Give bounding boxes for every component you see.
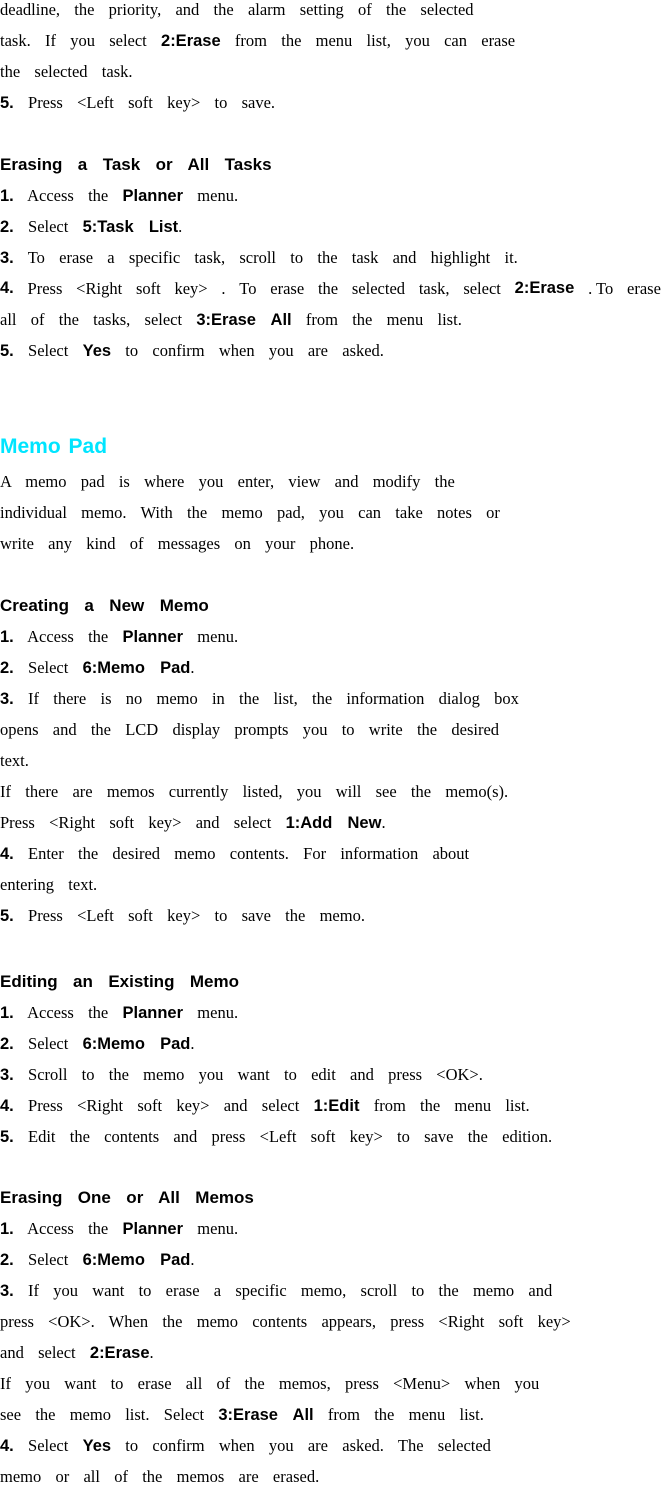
text-line [0, 1399, 661, 1430]
text-run: To [239, 279, 257, 298]
text-line [0, 1430, 661, 1461]
bold-term: Planner [122, 628, 184, 646]
text-run: memo or all of the memos are erased. [0, 1467, 320, 1486]
bold-term: 5:Task List [82, 218, 179, 236]
text-run: the [317, 279, 339, 298]
text-run: and select [0, 1343, 90, 1362]
text-line [0, 466, 661, 497]
text-run: Access the [13, 627, 123, 646]
text-run: . To [588, 279, 614, 298]
section-title: Memo Pad [0, 435, 108, 458]
text-line [0, 211, 661, 242]
text-line [0, 180, 661, 211]
text-run: to confirm when you are asked. [111, 341, 384, 360]
text-line [0, 497, 661, 528]
text-run: from the menu list. [291, 310, 462, 329]
text-line [0, 304, 661, 335]
text-run: If you want to erase all of the memos, press <Menu> when you [0, 1374, 540, 1393]
text-run: If there are memos currently listed, you will see the memo(s). [0, 782, 509, 801]
text-line [0, 1121, 661, 1152]
text-line [0, 1337, 661, 1368]
bold-term: 1. [0, 1220, 14, 1238]
bold-term: 1. [0, 1004, 14, 1022]
text-line [0, 869, 661, 900]
text-run: Erasing One or All Memos [0, 1188, 254, 1207]
bold-term: 5. [0, 342, 14, 360]
subsection-heading [0, 1182, 661, 1213]
text-run: Edit the contents and press <Left soft key> to save the edition. [13, 1127, 553, 1146]
text-line [0, 1461, 661, 1492]
text-run: select [463, 279, 501, 298]
text-run: Erasing a Task or All Tasks [0, 155, 272, 174]
text-run: Scroll to the memo you want to edit and press <OK>. [13, 1065, 483, 1084]
text-line [0, 776, 661, 807]
text-run: . [381, 813, 386, 832]
text-line [0, 714, 661, 745]
text-line [0, 56, 661, 87]
bold-term: 3. [0, 249, 14, 267]
bold-term: 2. [0, 218, 14, 236]
text-line [0, 1213, 661, 1244]
text-run: task. If you select [0, 31, 162, 50]
bold-term: 5. [0, 94, 14, 112]
text-run: from the menu list. [359, 1096, 530, 1115]
text-line [0, 0, 661, 25]
bold-term: 2:Erase [161, 32, 221, 50]
subsection-heading [0, 149, 661, 180]
bold-term: 3. [0, 1282, 14, 1300]
text-run: Select [13, 1250, 83, 1269]
bold-term: 2:Erase [514, 279, 575, 297]
text-run: all of the tasks, select [0, 310, 197, 329]
text-run: <Right [76, 279, 123, 298]
text-run: . [149, 1343, 154, 1362]
bold-term: Planner [122, 1004, 184, 1022]
text-line [0, 1059, 661, 1090]
bold-term: 4. [0, 1097, 14, 1115]
bold-term: 3:Erase All [218, 1406, 314, 1424]
bold-term: 2:Erase [89, 1344, 150, 1362]
bold-term: 1. [0, 187, 14, 205]
bold-term: 5. [0, 1128, 14, 1146]
text-line [0, 997, 661, 1028]
text-run: . [190, 1250, 195, 1269]
text-run: Select [13, 341, 83, 360]
text-run: A memo pad is where you enter, view and modify the [0, 472, 455, 491]
subsection-heading [0, 590, 661, 621]
text-run: Select [13, 658, 83, 677]
bold-term: 6:Memo Pad [82, 1035, 191, 1053]
text-run: press <OK>. When the memo contents appears, press <Right soft key> [0, 1312, 571, 1331]
text-run: deadline, the priority, and the alarm setting of the selected [0, 0, 474, 19]
text-run: Enter the desired memo contents. For information about [13, 844, 470, 863]
bold-term: 3. [0, 1066, 14, 1084]
bold-term: 3:Erase All [196, 311, 292, 329]
text-run: see the memo list. Select [0, 1405, 219, 1424]
text-line [0, 242, 661, 273]
text-run: Press <Right soft key> and select [0, 813, 286, 832]
text-line [0, 1306, 661, 1337]
text-run: key> [174, 279, 208, 298]
text-run: Editing an Existing Memo [0, 972, 240, 991]
text-run: erase [627, 279, 661, 298]
bold-term: 1. [0, 628, 14, 646]
text-run: the selected task. [0, 62, 133, 81]
text-line [0, 621, 661, 652]
text-run: Select [13, 1436, 83, 1455]
text-line [0, 1028, 661, 1059]
text-run: menu. [183, 186, 239, 205]
text-run: menu. [183, 627, 239, 646]
bold-term: 4. [0, 279, 14, 297]
text-run: Press <Right soft key> and select [13, 1096, 314, 1115]
text-line [0, 1244, 661, 1275]
subsection-heading [0, 966, 661, 997]
text-run: entering text. [0, 875, 98, 894]
text-run: Press <Left soft key> to save the memo. [13, 906, 365, 925]
text-run: soft [135, 279, 161, 298]
text-line [0, 838, 661, 869]
text-run: . [190, 658, 195, 677]
bold-term: 4. [0, 1437, 14, 1455]
text-run: menu. [183, 1219, 239, 1238]
bold-term: 2. [0, 1251, 14, 1269]
text-line [0, 1275, 661, 1306]
bold-term: 2. [0, 659, 14, 677]
bold-term: Yes [82, 1437, 112, 1455]
text-line [0, 807, 661, 838]
text-run: If you want to erase a specific memo, scroll to the memo and [13, 1281, 553, 1300]
text-run: Creating a New Memo [0, 596, 209, 615]
text-run: Select [13, 217, 83, 236]
bold-term: Yes [82, 342, 112, 360]
text-run: menu. [183, 1003, 239, 1022]
text-run: Press <Left soft key> to save. [13, 93, 276, 112]
text-run: . [178, 217, 183, 236]
text-run: Access the [13, 1219, 123, 1238]
text-line [0, 335, 661, 366]
text-line [0, 683, 661, 714]
text-run: task, [418, 279, 450, 298]
text-run: Access the [13, 186, 123, 205]
text-run: from the menu list. [313, 1405, 484, 1424]
text-run: Select [13, 1034, 83, 1053]
bold-term: 4. [0, 845, 14, 863]
bold-term: 5. [0, 907, 14, 925]
text-line [0, 273, 661, 304]
text-run: to confirm when you are asked. The selected [111, 1436, 491, 1455]
text-run: . [190, 1034, 195, 1053]
bold-term: 6:Memo Pad [82, 659, 191, 677]
bold-term: 2. [0, 1035, 14, 1053]
bold-term: 3. [0, 690, 14, 708]
text-line [0, 900, 661, 931]
text-run: Press [27, 279, 63, 298]
text-run: If there is no memo in the list, the information dialog box [13, 689, 519, 708]
text-run: opens and the LCD display prompts you to write the desired [0, 720, 500, 739]
text-run: . [221, 279, 226, 298]
bold-term: 1:Add New [285, 814, 382, 832]
bold-term: Planner [122, 187, 184, 205]
bold-term: 6:Memo Pad [82, 1251, 191, 1269]
text-line [0, 1090, 661, 1121]
bold-term: Planner [122, 1220, 184, 1238]
text-line [0, 1368, 661, 1399]
text-line [0, 745, 661, 776]
bold-term: 1:Edit [313, 1097, 360, 1115]
text-run: selected [351, 279, 406, 298]
text-run: individual memo. With the memo pad, you can take notes or [0, 503, 500, 522]
text-line [0, 87, 661, 118]
text-run: from the menu list, you can erase [220, 31, 516, 50]
text-line [0, 528, 661, 559]
text-line [0, 652, 661, 683]
text-line [0, 25, 661, 56]
text-run: write any kind of messages on your phone. [0, 534, 355, 553]
text-run: To erase a specific task, scroll to the task and highlight it. [13, 248, 518, 267]
text-run: text. [0, 751, 29, 770]
text-run: Access the [13, 1003, 123, 1022]
text-run: erase [270, 279, 305, 298]
